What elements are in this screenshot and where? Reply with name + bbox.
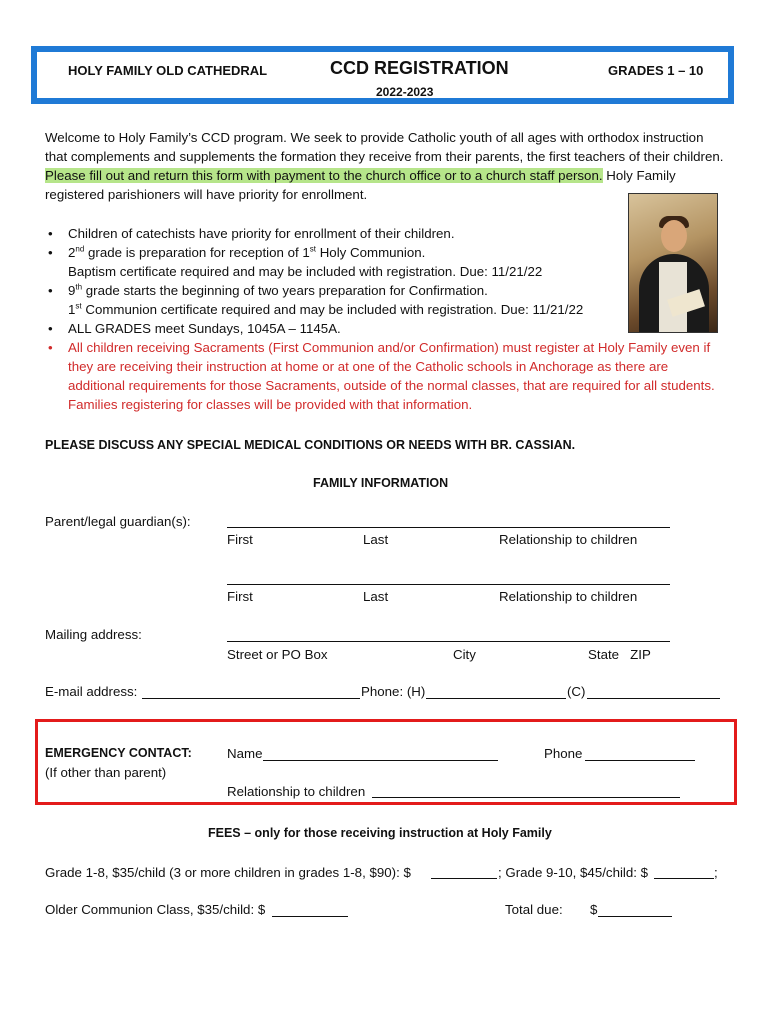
phone-home-input-line[interactable]	[426, 698, 566, 699]
first-label: First	[227, 532, 253, 547]
list-item: • Children of catechists have priority for enrollment of their children.	[45, 224, 725, 243]
emergency-contact-box	[35, 719, 737, 805]
list-item-sacraments: • All children receiving Sacraments (First Communion and/or Confirmation) must register at Holy Family even if they are receiving their instruction at home or at one of the Catholic schools in Anchorage as there are additional requirements for those Sacraments, outside of the normal classes, that are required for all students. Families registering for classes will be provided with that information.	[45, 338, 725, 414]
list-item: • 2nd grade is preparation for reception of 1st Holy Communion.	[45, 243, 725, 262]
fees-line1-text: Grade 1-8, $35/child (3 or more children in grades 1-8, $90): $	[45, 865, 411, 880]
intro-paragraph	[45, 128, 725, 204]
parish-name: HOLY FAMILY OLD CATHEDRAL	[68, 63, 268, 78]
guardian1-input-line[interactable]	[227, 527, 670, 528]
emergency-name-label: Name	[227, 746, 263, 761]
list-item: • ALL GRADES meet Sundays, 1045A – 1145A.	[45, 319, 725, 338]
mailing-input-line[interactable]	[227, 641, 670, 642]
intro-text-end: Holy Family registered parishioners will have priority for enrollment.	[45, 168, 676, 202]
family-info-heading: FAMILY INFORMATION	[313, 476, 449, 490]
fees-line1-grade9-text: ; Grade 9-10, $45/child: $	[498, 865, 649, 880]
total-due-label: Total due:	[505, 902, 563, 917]
total-due-input-line[interactable]	[598, 916, 672, 917]
phone-cell-input-line[interactable]	[587, 698, 720, 699]
email-input-line[interactable]	[142, 698, 360, 699]
older-communion-fee-input-line[interactable]	[272, 916, 348, 917]
total-dollar-sign: $	[590, 902, 598, 917]
last-label: Last	[363, 532, 389, 547]
phone-cell-label: (C)	[567, 684, 586, 699]
highlighted-instruction: Please fill out and return this form with payment to the church office or to a church staff person.	[45, 168, 603, 183]
grade-9-10-fee-input-line[interactable]	[654, 878, 714, 879]
emergency-phone-label: Phone	[544, 746, 583, 761]
relationship-label: Relationship to children	[499, 532, 638, 547]
list-item-continued: Baptism certificate required and may be included with registration. Due: 11/21/22	[68, 264, 543, 279]
emergency-phone-input-line[interactable]	[585, 760, 695, 761]
emergency-relationship-input-line[interactable]	[372, 797, 680, 798]
grades-label: GRADES 1 – 10	[608, 63, 704, 78]
relationship-label-2: Relationship to children	[499, 589, 638, 604]
school-year: 2022-2023	[376, 85, 434, 99]
street-label: Street or PO Box	[227, 647, 328, 662]
list-item-continued: 1st Communion certificate required and may be included with registration. Due: 11/21/22	[68, 301, 584, 317]
guardian2-input-line[interactable]	[227, 584, 670, 585]
page-title: CCD REGISTRATION	[330, 58, 509, 78]
city-label: City	[453, 647, 476, 662]
first-label-2: First	[227, 589, 253, 604]
grade-1-8-fee-input-line[interactable]	[431, 878, 497, 879]
intro-text: Welcome to Holy Family’s CCD program. We seek to provide Catholic youth of all ages with orthodox instruction that complements and supplements the formation they receive from their parents, the first teachers of their children.	[45, 130, 724, 164]
state-zip-label: State ZIP	[588, 647, 651, 662]
medical-notice: PLEASE DISCUSS ANY SPECIAL MEDICAL CONDITIONS OR NEEDS WITH BR. CASSIAN.	[45, 438, 576, 452]
mailing-label: Mailing address:	[45, 627, 142, 642]
emergency-relationship-label: Relationship to children	[227, 784, 366, 799]
list-item: • 9th grade starts the beginning of two years preparation for Confirmation.	[45, 281, 725, 300]
fees-line1-end: ;	[714, 865, 718, 880]
guardian-label: Parent/legal guardian(s):	[45, 514, 191, 529]
phone-home-label: Phone: (H)	[361, 684, 426, 699]
fees-heading: FEES – only for those receiving instruction at Holy Family	[208, 826, 552, 840]
older-communion-label: Older Communion Class, $35/child: $	[45, 902, 266, 917]
emergency-label: EMERGENCY CONTACT:	[45, 746, 192, 760]
emergency-name-input-line[interactable]	[263, 760, 498, 761]
requirements-list	[45, 224, 725, 414]
last-label-2: Last	[363, 589, 389, 604]
emergency-sublabel: (If other than parent)	[45, 765, 167, 780]
email-label: E-mail address:	[45, 684, 138, 699]
